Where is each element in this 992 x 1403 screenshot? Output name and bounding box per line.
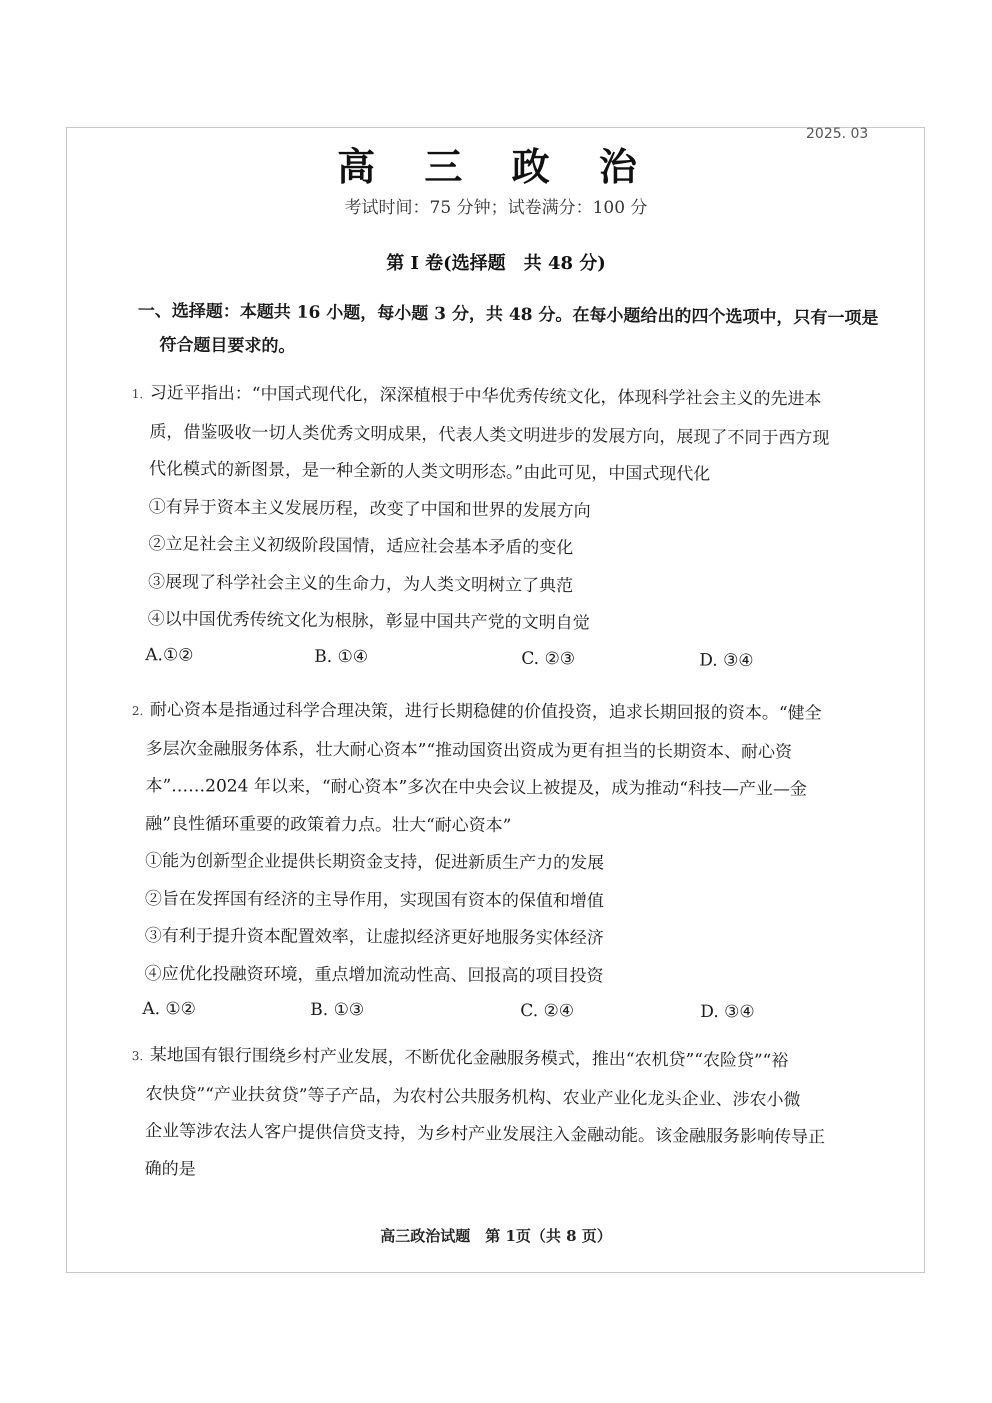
choice-c: C. ②③ <box>521 648 576 669</box>
choice-d: D. ③④ <box>700 1001 755 1023</box>
question-stem-line: 质，借鉴吸收一切人类优秀文明成果，代表人类文明进步的发展方向，展现了不同于西方现 <box>149 421 830 449</box>
choice-b: B. ①③ <box>310 999 365 1021</box>
exam-date: 2025. 03 <box>806 126 869 142</box>
question-stem-line: 1. 习近平指出：“中国式现代化，深深植根于中华优秀传统文化，体现科学社会主义的先进本 <box>132 375 892 421</box>
statement-option: ③有利于提升资本配置效率，让虚拟经济更好地服务实体经济 <box>144 926 604 949</box>
question-stem-line: 多层次金融服务体系，壮大耐心资本”“推动国资出资成为更有担当的长期资本、耐心资 <box>145 738 793 762</box>
statement-option: ③展现了科学社会主义的生命力，为人类文明树立了典范 <box>147 571 574 596</box>
exam-subtitle: 考试时间：75 分钟；试卷满分：100 分 <box>344 198 648 218</box>
section-title: 第 I 卷(选择题 共 48 分) <box>386 253 606 274</box>
answer-choices <box>129 638 889 681</box>
page-footer: 高三政治试题 第 1页（共 8 页） <box>380 1227 612 1245</box>
question-stem-line: 本”……2024 年以来，“耐心资本”多次在中央会议上被提及，成为推动“科技—产业—金 <box>145 776 807 800</box>
exam-title: 高 三 政 治 <box>337 144 655 189</box>
instruction-line-1: 一、选择题：本题共 16 小题，每小题 3 分，共 48 分。在每小题给出的四个选项中，只有一项是 <box>137 300 879 329</box>
statement-option: ④以中国优秀传统文化为根脉，彰显中国共产党的文明自觉 <box>147 609 590 634</box>
question-number: 2. <box>131 703 144 719</box>
choice-d: D. ③④ <box>699 649 754 671</box>
question-stem-line: 2. 耐心资本是指通过科学合理决策，进行长期稳健的价值投资，追求长期回报的资本。“健全 <box>132 692 892 734</box>
answer-choices <box>130 993 890 1033</box>
choice-c: C. ②④ <box>520 1001 575 1022</box>
question-stem-line: 融”良性循环重要的政策着力点。壮大“耐心资本” <box>145 813 512 836</box>
question-stem-line: 农快贷”“产业扶贫贷”等子产品，为农村公共服务机构、农业产业化龙头企业、涉农小微 <box>145 1083 801 1110</box>
statement-option: ②立足社会主义初级阶段国情，适应社会基本矛盾的变化 <box>148 534 574 559</box>
question-stem-line: 确的是 <box>144 1158 196 1180</box>
question-number: 1. <box>131 386 144 402</box>
statement-option: ①能为创新型企业提供长期资金支持，促进新质生产力的发展 <box>145 851 605 874</box>
question-stem-line: 企业等涉农法人客户提供信贷支持，为乡村产业发展注入金融动能。该金融服务影响传导正 <box>145 1121 826 1148</box>
question-1 <box>129 375 892 682</box>
question-number: 3. <box>131 1048 144 1064</box>
choice-a: A.①② <box>145 644 194 666</box>
instruction-line-2: 符合题目要求的。 <box>159 335 296 357</box>
question-3 <box>131 1037 892 1195</box>
question-2 <box>130 692 892 1033</box>
section-instruction <box>137 294 898 370</box>
statement-option: ④应优化投融资环境，重点增加流动性高、回报高的项目投资 <box>144 963 604 986</box>
statement-option: ①有异于资本主义发展历程，改变了中国和世界的发展方向 <box>148 496 591 521</box>
choice-a: A. ①② <box>142 999 196 1020</box>
question-stem-line: 代化模式的新图景，是一种全新的人类文明形态。”由此可见，中国式现代化 <box>149 459 711 485</box>
statement-option: ②旨在发挥国有经济的主导作用，实现国有资本的保值和增值 <box>144 888 604 911</box>
question-stem-line: 3. 某地国有银行围绕乡村产业发展，不断优化金融服务模式，推出“农机贷”“农险贷”“裕 <box>132 1037 892 1083</box>
choice-b: B. ①④ <box>314 646 369 667</box>
